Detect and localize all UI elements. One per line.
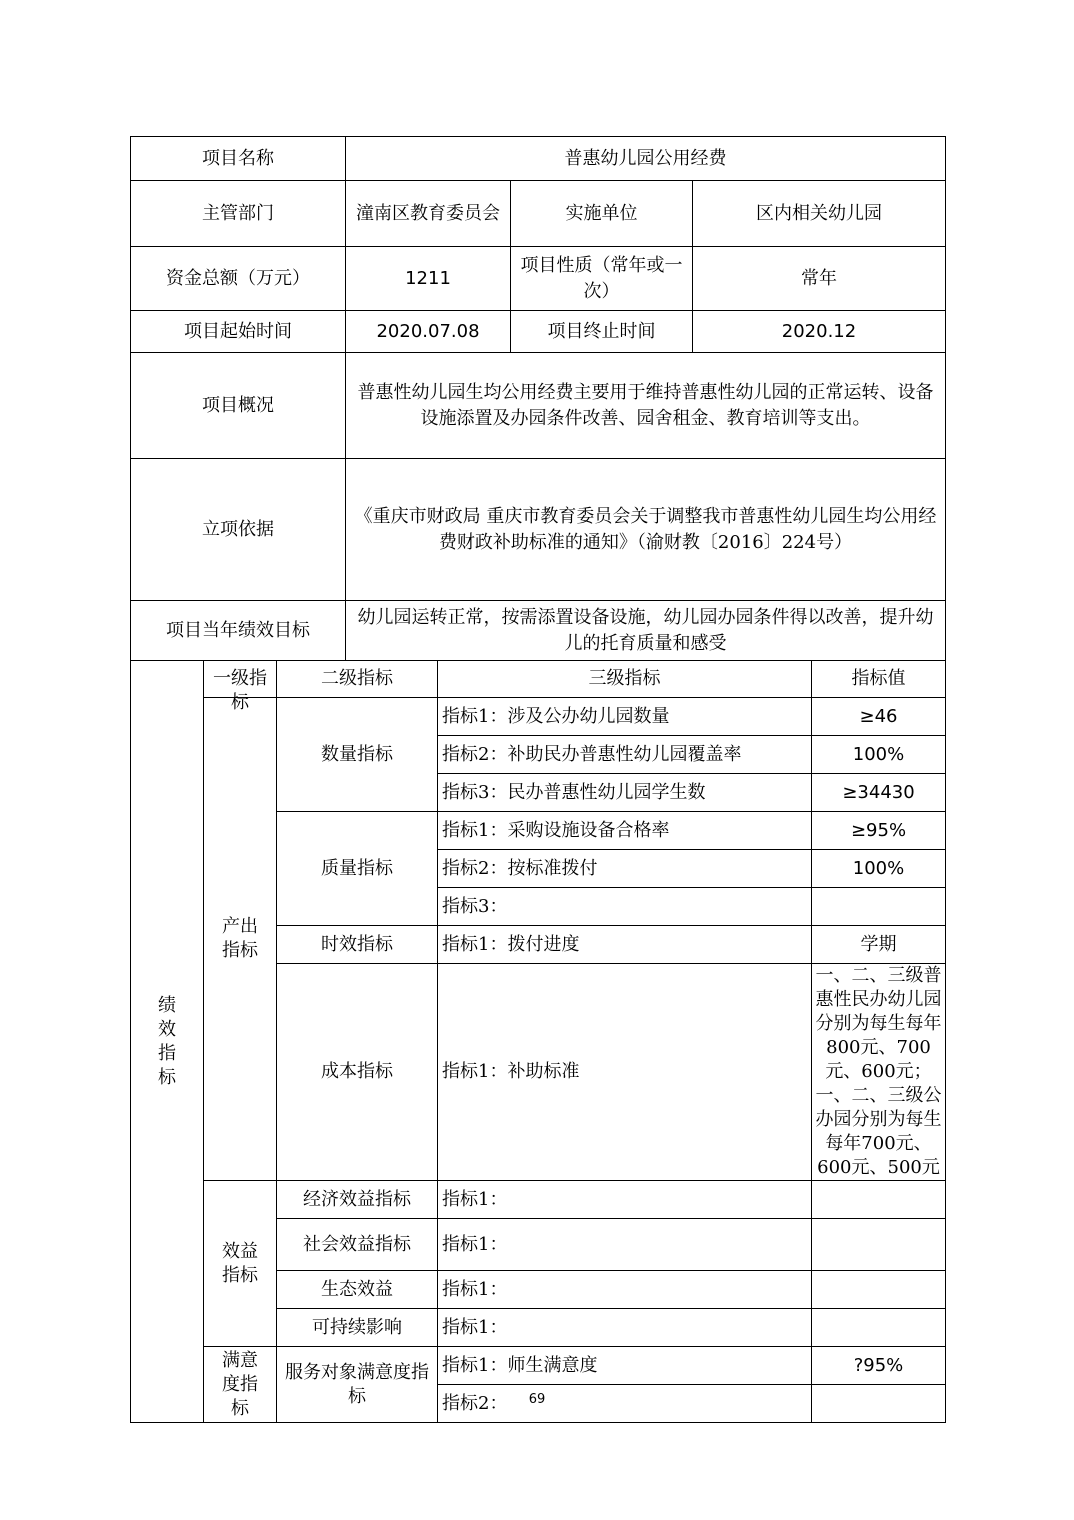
nature-label: 项目性质（常年或一次） <box>511 247 693 311</box>
social1-value <box>812 1219 946 1271</box>
t1-value: 学期 <box>812 926 946 964</box>
goal-label: 项目当年绩效目标 <box>131 601 346 661</box>
q1: 指标1：涉及公办幼儿园数量 <box>438 698 812 736</box>
sustain1: 指标1： <box>438 1309 812 1347</box>
col-level3: 三级指标 <box>438 661 812 698</box>
benefit-label-text: 效益指标 <box>222 1240 258 1286</box>
project-name-value: 普惠幼儿园公用经费 <box>346 137 946 181</box>
t1: 指标1：拨付进度 <box>438 926 812 964</box>
overview-value: 普惠性幼儿园生均公用经费主要用于维持普惠性幼儿园的正常运转、设备设施添置及办园条件改善、园舍租金、教育培训等支出。 <box>346 353 946 459</box>
project-info-table <box>130 136 946 661</box>
section-label <box>131 661 204 1423</box>
fund-label: 资金总额（万元） <box>131 247 346 311</box>
impl-value: 区内相关幼儿园 <box>693 181 946 247</box>
econ1-value <box>812 1181 946 1219</box>
quantity-label: 数量指标 <box>277 698 438 812</box>
end-value: 2020.12 <box>693 311 946 353</box>
output-label <box>204 698 277 1181</box>
satisfaction-label-text: 满意度指标 <box>222 1349 258 1419</box>
s1: 指标1：师生满意度 <box>438 1347 812 1385</box>
start-value: 2020.07.08 <box>346 311 511 353</box>
basis-label: 立项依据 <box>131 459 346 601</box>
timely-label: 时效指标 <box>277 926 438 964</box>
page-number: 69 <box>528 1392 546 1407</box>
start-label: 项目起始时间 <box>131 311 346 353</box>
dept-value: 潼南区教育委员会 <box>346 181 511 247</box>
social-label: 社会效益指标 <box>277 1219 438 1271</box>
cost-label: 成本指标 <box>277 964 438 1181</box>
q3: 指标3：民办普惠性幼儿园学生数 <box>438 774 812 812</box>
nature-value: 常年 <box>693 247 946 311</box>
satisfaction-label <box>204 1347 277 1423</box>
eco1-value <box>812 1271 946 1309</box>
end-label: 项目终止时间 <box>511 311 693 353</box>
c1: 指标1：补助标准 <box>438 964 812 1181</box>
m2: 指标2：按标准拨付 <box>438 850 812 888</box>
m1-value: ≥95% <box>812 812 946 850</box>
project-name-label: 项目名称 <box>131 137 346 181</box>
col-level2: 二级指标 <box>277 661 438 698</box>
fund-value: 1211 <box>346 247 511 311</box>
quality-label: 质量指标 <box>277 812 438 926</box>
service-label: 服务对象满意度指标 <box>277 1347 438 1423</box>
q2-value: 100% <box>812 736 946 774</box>
col-value: 指标值 <box>812 661 946 698</box>
output-label-text: 产出指标 <box>222 916 258 961</box>
dept-label: 主管部门 <box>131 181 346 247</box>
s1-value: ?95% <box>812 1347 946 1385</box>
c1-value: 一、二、三级普惠性民办幼儿园分别为每生每年800元、700元、600元；一、二、三级公办园分别为每生每年700元、600元、500元 <box>812 964 946 1181</box>
m2-value: 100% <box>812 850 946 888</box>
sustain-label: 可持续影响 <box>277 1309 438 1347</box>
m3-value <box>812 888 946 926</box>
overview-label: 项目概况 <box>131 353 346 459</box>
indicator-table <box>130 660 946 1423</box>
s2: 指标2： <box>438 1385 812 1423</box>
m1: 指标1：采购设施设备合格率 <box>438 812 812 850</box>
social1: 指标1： <box>438 1219 812 1271</box>
econ1: 指标1： <box>438 1181 812 1219</box>
q3-value: ≥34430 <box>812 774 946 812</box>
impl-label: 实施单位 <box>511 181 693 247</box>
q1-value: ≥46 <box>812 698 946 736</box>
sustain1-value <box>812 1309 946 1347</box>
eco1: 指标1： <box>438 1271 812 1309</box>
q2: 指标2：补助民办普惠性幼儿园覆盖率 <box>438 736 812 774</box>
eco-label: 生态效益 <box>277 1271 438 1309</box>
col-level1: 一级指标 <box>213 668 267 713</box>
section-label-text: 绩效指标 <box>158 994 176 1088</box>
econ-label: 经济效益指标 <box>277 1181 438 1219</box>
m3: 指标3： <box>438 888 812 926</box>
goal-value: 幼儿园运转正常，按需添置设备设施，幼儿园办园条件得以改善，提升幼儿的托育质量和感受 <box>346 601 946 661</box>
basis-value: 《重庆市财政局 重庆市教育委员会关于调整我市普惠性幼儿园生均公用经费财政补助标准的通知》（渝财教〔2016〕224号） <box>346 459 946 601</box>
benefit-label <box>204 1181 277 1347</box>
